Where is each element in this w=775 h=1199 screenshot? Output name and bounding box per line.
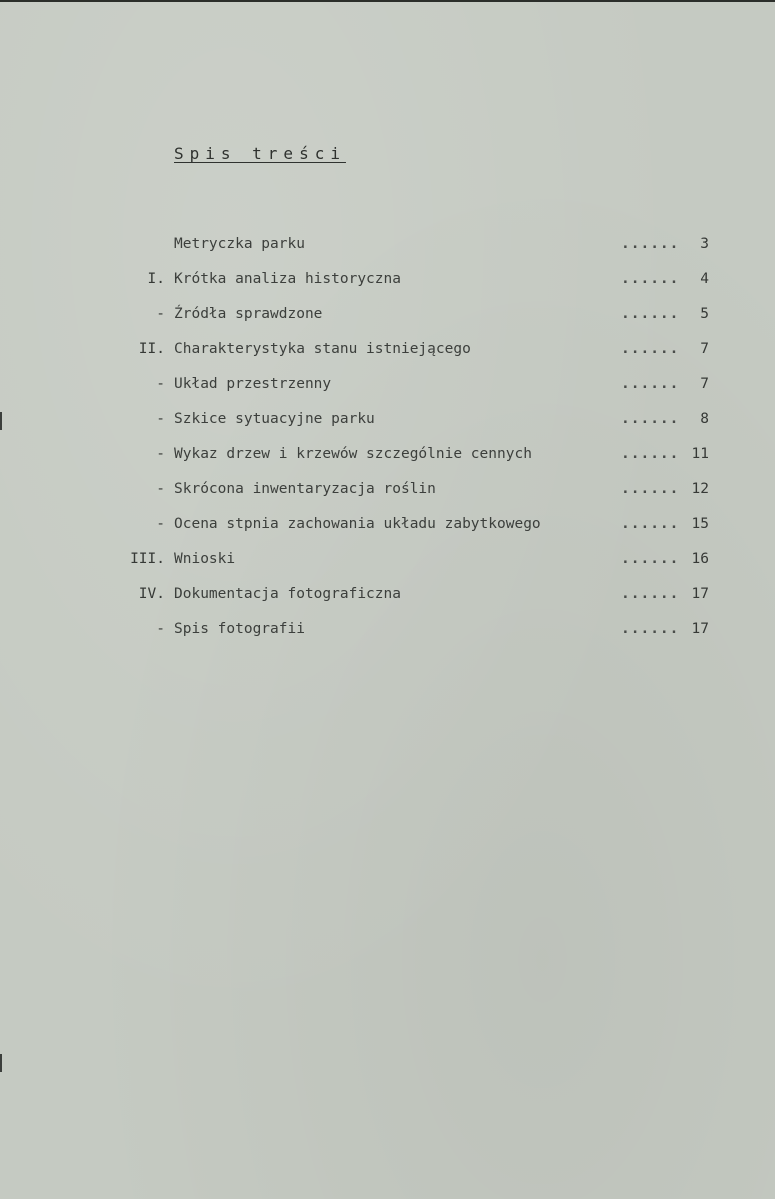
entry-page: 4 bbox=[700, 271, 709, 287]
toc-entry bbox=[0, 405, 775, 433]
entry-number: I. bbox=[147, 271, 165, 287]
entry-number: - bbox=[156, 621, 165, 637]
entry-leader: ...... bbox=[621, 551, 680, 567]
entry-label: Szkice sytuacyjne parku bbox=[174, 411, 375, 427]
entry-label: Źródła sprawdzone bbox=[174, 306, 323, 322]
entry-page: 15 bbox=[691, 516, 709, 532]
toc-entry bbox=[0, 510, 775, 538]
entry-number: - bbox=[156, 376, 165, 392]
entry-label: Wnioski bbox=[174, 551, 236, 567]
entry-number: - bbox=[156, 516, 165, 532]
entry-leader: ...... bbox=[621, 411, 680, 427]
entry-leader: ...... bbox=[621, 306, 680, 322]
entry-label: Spis fotografii bbox=[174, 621, 305, 637]
entry-label: Ocena stpnia zachowania układu zabytkowego bbox=[174, 516, 541, 532]
toc-entry bbox=[0, 580, 775, 608]
toc-entry bbox=[0, 545, 775, 573]
entry-leader: ...... bbox=[621, 271, 680, 287]
toc-entry bbox=[0, 335, 775, 363]
entry-page: 7 bbox=[700, 376, 709, 392]
toc-entry bbox=[0, 265, 775, 293]
toc-entry bbox=[0, 230, 775, 258]
entry-page: 5 bbox=[700, 306, 709, 322]
page-title: Spis treści bbox=[174, 144, 346, 163]
entry-page: 3 bbox=[700, 236, 709, 252]
toc-entry bbox=[0, 300, 775, 328]
entry-page: 11 bbox=[691, 446, 709, 462]
entry-leader: ...... bbox=[621, 516, 680, 532]
toc-entry bbox=[0, 440, 775, 468]
entry-leader: ...... bbox=[621, 376, 680, 392]
entry-leader: ...... bbox=[621, 446, 680, 462]
entry-leader: ...... bbox=[621, 621, 680, 637]
entry-label: Dokumentacja fotograficzna bbox=[174, 586, 401, 602]
toc-entry bbox=[0, 370, 775, 398]
entry-number: - bbox=[156, 481, 165, 497]
entry-page: 17 bbox=[691, 586, 709, 602]
entry-label: Skrócona inwentaryzacja roślin bbox=[174, 481, 436, 497]
entry-number: - bbox=[156, 446, 165, 462]
entry-label: Charakterystyka stanu istniejącego bbox=[174, 341, 471, 357]
toc-entry bbox=[0, 475, 775, 503]
edge-mark bbox=[0, 1054, 2, 1072]
entry-label: Układ przestrzenny bbox=[174, 376, 332, 392]
entry-leader: ...... bbox=[621, 236, 680, 252]
entry-label: Krótka analiza historyczna bbox=[174, 271, 401, 287]
entry-page: 8 bbox=[700, 411, 709, 427]
entry-number: - bbox=[156, 411, 165, 427]
entry-number: II. bbox=[138, 341, 165, 357]
entry-page: 12 bbox=[691, 481, 709, 497]
entry-page: 7 bbox=[700, 341, 709, 357]
entry-leader: ...... bbox=[621, 341, 680, 357]
toc-entry bbox=[0, 615, 775, 643]
entry-number: - bbox=[156, 306, 165, 322]
entry-page: 17 bbox=[691, 621, 709, 637]
entry-page: 16 bbox=[691, 551, 709, 567]
entry-leader: ...... bbox=[621, 586, 680, 602]
entry-number: IV. bbox=[138, 586, 165, 602]
entry-number: III. bbox=[130, 551, 165, 567]
entry-label: Metryczka parku bbox=[174, 236, 305, 252]
entry-label: Wykaz drzew i krzewów szczególnie cennych bbox=[174, 446, 532, 462]
entry-leader: ...... bbox=[621, 481, 680, 497]
